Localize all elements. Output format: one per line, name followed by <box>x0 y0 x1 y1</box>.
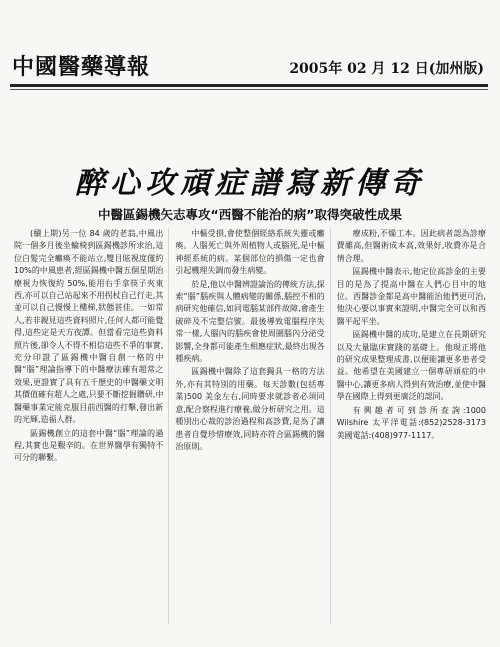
issue-date: 2005年 02 月 12 日(加州版) <box>289 61 484 77</box>
paragraph: 中樞受損,會使整個經絡系統失靈或癱瘓。人腦死亡與外周植物人或腦死,是中樞神經系統的病。某個部位的損傷一定也會引起機理失調而發生病變。 <box>175 229 325 276</box>
masthead <box>10 44 488 84</box>
paragraph: 區錫機創立的這套中醫“腦”理論的過程,其實也是艱辛的。在世界醫學有獨特不可分的聯繫。 <box>14 428 164 463</box>
article-headline: 醉心攻頑症譜寫新傳奇 <box>75 166 425 201</box>
paragraph: 區錫機中醫表示,他定位高診金的主要目的是為了提高中醫在人們心目中的地位。西醫診金都是高中醫能治他們更可治,他決心要以事實來證明,中醫完全可以和西醫平起平坐。 <box>336 267 486 326</box>
masthead-rule-thin <box>10 89 488 90</box>
newspaper-name: 中國醫藥導報 <box>12 54 151 80</box>
paragraph: 區錫機中醫除了這套獨具一格的方法外,亦有其特別的用藥。每天診數(包括專業)500 美金左右,同時要求就診者必須同意,配合察程進行療養,做分析研究之用。這種別出心裁的診治過程和高診費,是為了讓患者自覺珍惜療效,同時亦符合區錫機的醫治原則。 <box>175 367 325 451</box>
article-column-1 <box>14 228 169 624</box>
article-column-3 <box>337 228 486 624</box>
paragraph: 有興趣者可到診所查詢:1000 Wilshire 太平洋電話:(852)2528-3173 美國電話:(408)977-1117。 <box>336 405 486 440</box>
article-subhead: 中醫區錫機矢志專攻“西醫不能治的病”取得突破性成果 <box>98 207 402 222</box>
paragraph: 區錫機中醫的成功,是建立在長期研究以及大量臨床實踐的基礎上。他現正將他的研究成果整理成書,以便能讓更多患者受益。他希望在美國建立一個專研頑症的中醫中心,讓更多病人得到有效治療,並使中醫學在國際上得到更廣泛的認同。 <box>336 330 486 402</box>
article-body <box>14 228 486 624</box>
paragraph: (續上期)另一位 84 歲的老翁,中風出院一個多月後坐輪椅到區錫機診所求治,這位白髮完全癱瘓不能站立,雙目眩視度僅約 10%的中風患者,經區錫機中醫五個星期治療視力恢復約 50%,能用右手拿筷子夾東西,亦可以自己站起來不用拐杖自己行走,其並可以自己慢慢上樓梯,狀態甚佳。一如常人,若非親見這些資料照片,任何人都可能覺得,這些定是天方夜譚。但當看完這些資料照片後,卻令人不得不相信這些不爭的事實,充分印證了區錫機中醫自創一格的中醫“腦”理論指導下的中醫療法確有超常之效果,更證實了具有五千歷史的中醫藥文明其價值確有超人之處,只要不斷挖掘鑽研,中醫藥事業定能克服目前西醫的打擊,發出新的光輝,造福人群。 <box>14 229 164 425</box>
paragraph: 療成粉,不燥工本。因此病者認為診療費雖高,但醫術成本高,效果好,收費亦是合情合理。 <box>336 229 486 263</box>
article-column-2 <box>175 228 330 624</box>
masthead-rule-thick <box>10 84 488 87</box>
paragraph: 於是,他以中醫辨證論治的傳統方法,探索“腦”腦疾與人體病變的關係,腦控不相的病研究他確信,如同電腦某部件故障,會產生破碎及不完整信號。最後導致電腦程序失常一樣,人腦內的腦疾會使周圍腦內分泌受影響,全身都可能產生相應症狀,最終出現各種疾病。 <box>175 279 325 364</box>
